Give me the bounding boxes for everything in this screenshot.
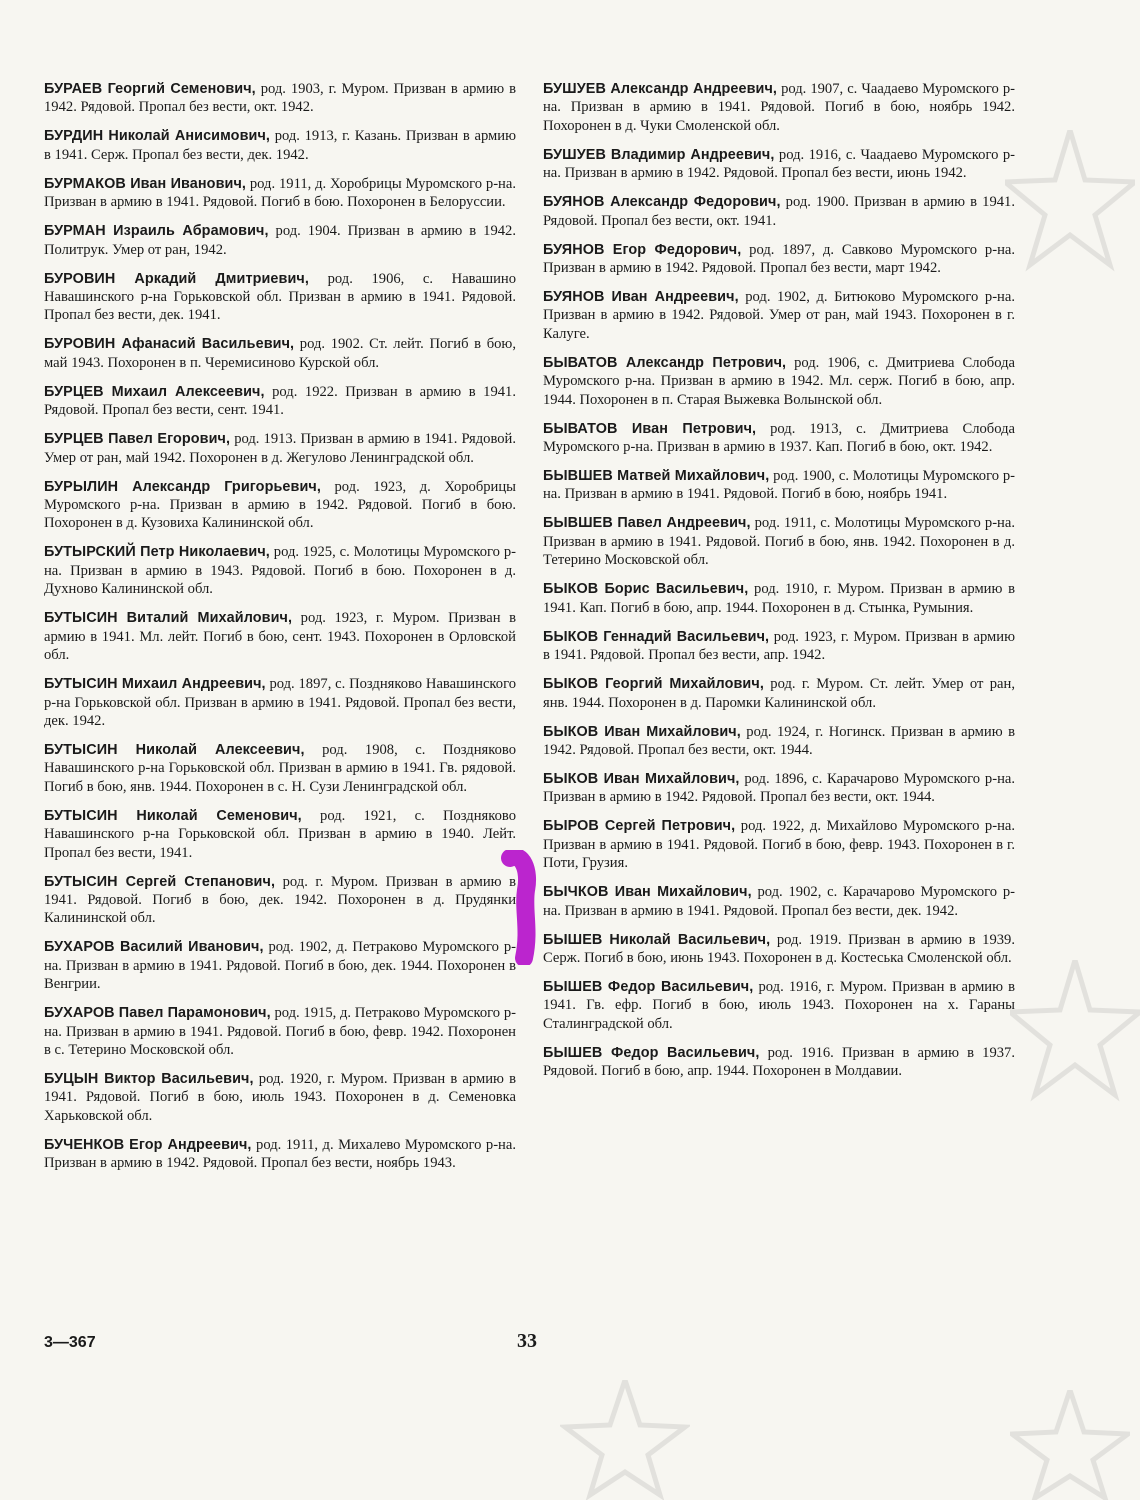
entry-name: БЫКОВ Иван Михайлович, — [543, 723, 741, 740]
entry-text: род. 1911, д. Хоробрицы Муромского р-на. Призван в армию в 1941. Рядовой. Погиб в бою. Похоронен в Белоруссии. — [44, 175, 516, 211]
entry — [44, 222, 516, 259]
entry-name: БУРЦЕВ Павел Егорович, — [44, 431, 231, 448]
entry-text: род. 1925, с. Молотицы Муромского р-на. Призван в армию в 1943. Рядовой. Погиб в бою. Похоронен в д. Духново Калининской обл. — [44, 544, 516, 598]
entry — [44, 478, 516, 533]
entry-name: БУРДИН Николай Анисимович, — [44, 128, 271, 145]
entry-name: БУРОВИН Афанасий Васильевич, — [44, 336, 295, 353]
entry — [543, 978, 1015, 1033]
watermark-star-icon — [1005, 130, 1135, 330]
entry — [44, 430, 516, 467]
entry-text: род. 1906, с. Навашино Навашинского р-на Горьковской обл. Призван в армию в 1941. Рядовой. Пропал без вести, дек. 1941. — [44, 270, 517, 324]
entry-name: БУЧЕНКОВ Егор Андреевич, — [44, 1136, 252, 1153]
entry-text: род. 1910, г. Муром. Призван в армию в 1941. Кап. Погиб в бою, апр. 1944. Похоронен в д. Стынка, Румыния. — [543, 581, 1016, 616]
entry — [543, 354, 1015, 409]
entry-name: БУТЫСИН Николай Семенович, — [44, 807, 302, 824]
entry-text: род. 1903, г. Муром. Призван в армию в 1942. Рядовой. Пропал без вести, окт. 1942. — [44, 81, 517, 116]
entry-text: род. 1913, с. Дмитриева Слобода Муромского р-на. Призван в армию в 1937. Кап. Погиб в бою, окт. 1942. — [543, 420, 1015, 456]
entry — [44, 543, 516, 598]
entry-name: БЫШЕВ Федор Васильевич, — [543, 978, 754, 995]
entry-name: БЫЧКОВ Иван Михайлович, — [543, 884, 752, 901]
entry — [44, 270, 516, 325]
entry-text: род. г. Муром. Призван в армию в 1941. Рядовой. Погиб в бою, дек. 1942. Похоронен в д. Прудянки Калининской обл. — [44, 873, 516, 927]
entry-text: род. 1902. Ст. лейт. Погиб в бою, май 1943. Похоронен в п. Черемисиново Курской обл. — [44, 336, 516, 371]
entry-name: БУТЫСИН Михаил Андреевич, — [44, 676, 266, 693]
entry-name: БУШУЕВ Владимир Андреевич, — [543, 146, 775, 163]
entry-text: род. 1911, с. Молотицы Муромского р-на. Призван в армию в 1941. Рядовой. Погиб в бою, янв. 1942. Похоронен в д. Тетерино Московской обл. — [543, 515, 1015, 569]
entry-text: род. 1916, с. Чаадаево Муромского р-на. Призван в армию в 1942. Рядовой. Пропал без вести, июнь 1942. — [543, 146, 1015, 182]
entry-text: род. 1922, д. Михайлово Муромского р-на. Призван в армию в 1941. Рядовой. Погиб в бою, февр. 1943. Похоронен в г. Поти, Грузия. — [543, 818, 1015, 872]
entry-name: БУТЫСИН Сергей Степанович, — [44, 873, 276, 890]
entry-text: род. 1916, г. Муром. Призван в армию в 1941. Гв. ефр. Погиб в бою, июль 1943. Похоронен на х. Гараны Сталинградской обл. — [543, 978, 1016, 1032]
entry-text: род. 1922. Призван в армию в 1941. Рядовой. Пропал без вести, сент. 1941. — [44, 383, 516, 419]
entry-text: род. 1923, д. Хоробрицы Муромского р-на. Призван в армию в 1942. Рядовой. Погиб в бою. Похоронен в д. Кузовиха Калининской обл. — [44, 478, 516, 532]
entry — [543, 193, 1015, 230]
entry-name: БЫКОВ Георгий Михайлович, — [543, 676, 764, 693]
entry-name: БУШУЕВ Александр Андреевич, — [543, 81, 778, 97]
entry-text: род. 1902, д. Петраково Муромского р-на. Призван в армию в 1941. Рядовой. Погиб в бою, дек. 1944. Похоронен в Венгрии. — [44, 939, 516, 993]
entry-text: род. 1923, г. Муром. Призван в армию в 1941. Рядовой. Пропал без вести, апр. 1942. — [543, 628, 1015, 664]
entry — [44, 807, 516, 862]
entry — [543, 723, 1015, 760]
entry-text: род. 1900. Призван в армию в 1941. Рядовой. Пропал без вести, окт. 1941. — [543, 194, 1016, 229]
entry-name: БУХАРОВ Василий Иванович, — [44, 939, 264, 956]
entry-name: БЫВШЕВ Павел Андреевич, — [543, 515, 751, 532]
entry-name: БУТЫРСКИЙ Петр Николаевич, — [44, 544, 270, 561]
entry — [44, 127, 516, 164]
entry-name: БЫВАТОВ Иван Петрович, — [543, 420, 757, 437]
entry-name: БУРОВИН Аркадий Дмитриевич, — [44, 270, 309, 287]
entry — [44, 1070, 516, 1125]
entry — [44, 1004, 516, 1059]
entry — [543, 580, 1015, 617]
entry-text: род. 1906, с. Дмитриева Слобода Муромского р-на. Призван в армию в 1942. Мл. серж. Погиб в бою, апр. 1944. Похоронен в п. Старая Выжевка Волынской обл. — [543, 354, 1015, 408]
entry-name: БЫКОВ Борис Васильевич, — [543, 581, 749, 598]
entry — [543, 241, 1015, 278]
entry-text: род. 1904. Призван в армию в 1942. Политрук. Умер от ран, 1942. — [44, 223, 516, 258]
entry-name: БУЯНОВ Иван Андреевич, — [543, 289, 739, 306]
entry-text: род. 1924, г. Ногинск. Призван в армию в 1942. Рядовой. Пропал без вести, окт. 1944. — [543, 723, 1015, 758]
entry-name: БЫРОВ Сергей Петрович, — [543, 818, 736, 835]
page-number: 33 — [517, 1330, 537, 1352]
entry — [543, 467, 1015, 504]
entry — [44, 383, 516, 420]
entry — [44, 80, 516, 117]
entry-text: род. 1897, д. Савково Муромского р-на. Призван в армию в 1942. Рядовой. Пропал без вести, март 1942. — [543, 241, 1016, 277]
entry-name: БУРЦЕВ Михаил Алексеевич, — [44, 383, 265, 400]
entry — [44, 873, 516, 928]
entry-text: род. 1907, с. Чаадаево Муромского р-на. Призван в армию в 1941. Рядовой. Погиб в бою, ноябрь 1942. Похоронен в д. Чуки Смоленской обл. — [543, 81, 1015, 134]
entry-text: род. 1911, д. Михалево Муромского р-на. Призван в армию в 1942. Рядовой. Пропал без вести, ноябрь 1943. — [44, 1136, 516, 1172]
entry-text: род. 1919. Призван в армию в 1939. Серж. Погиб в бою, июнь 1943. Похоронен в д. Костеська Смоленской обл. — [543, 931, 1015, 966]
entry — [543, 288, 1015, 343]
entry-name: БУЦЫН Виктор Васильевич, — [44, 1070, 254, 1087]
entry-name: БУРМАН Израиль Абрамович, — [44, 223, 269, 240]
entry-text: род. 1916. Призван в армию в 1937. Рядовой. Погиб в бою, апр. 1944. Похоронен в Молдавии. — [543, 1044, 1016, 1080]
entry — [543, 514, 1015, 569]
entry-text: род. 1915, д. Петраково Муромского р-на. Призван в армию в 1941. Рядовой. Погиб в бою, февр. 1942. Похоронен в с. Тетерино Московской обл. — [44, 1005, 516, 1058]
entry-name: БУЯНОВ Егор Федорович, — [543, 241, 742, 258]
watermark-star-icon — [560, 1380, 690, 1500]
entry-name: БУТЫСИН Виталий Михайлович, — [44, 610, 293, 627]
entry-name: БЫШЕВ Федор Васильевич, — [543, 1044, 760, 1061]
entry — [44, 741, 516, 796]
watermark-star-icon — [1010, 1390, 1130, 1500]
entry-name: БУЯНОВ Александр Федорович, — [543, 194, 781, 211]
entry-name: БЫШЕВ Николай Васильевич, — [543, 931, 771, 948]
entry-text: род. 1913. Призван в армию в 1941. Рядовой. Умер от ран, май 1942. Похоронен в д. Жегулово Ленинградской обл. — [44, 431, 517, 466]
entry-text: род. 1902, д. Битюково Муромского р-на. Призван в армию в 1942. Рядовой. Умер от ран, май 1943. Похоронен в г. Калуге. — [543, 289, 1015, 342]
entry-text: род. 1920, г. Муром. Призван в армию в 1941. Рядовой. Погиб в бою, июль 1943. Похоронен в д. Семеновка Харьковской обл. — [44, 1070, 517, 1124]
entry — [543, 883, 1015, 920]
entry — [543, 1044, 1015, 1081]
entry-text: род. 1923, г. Муром. Призван в армию в 1941. Мл. лейт. Погиб в бою, сент. 1943. Похоронен в Орловской обл. — [44, 610, 516, 664]
entry-name: БЫВШЕВ Матвей Михайлович, — [543, 468, 770, 485]
entry-name: БЫКОВ Иван Михайлович, — [543, 770, 740, 787]
entry-text: род. 1908, с. Поздняково Навашинского р-на Горьковской обл. Призван в армию в 1941. Гв. рядовой. Погиб в бою, янв. 1944. Похоронен в с. Н. Сузи Ленинградской обл. — [44, 741, 516, 795]
entry — [543, 770, 1015, 807]
entry-text: род. 1900, с. Молотицы Муромского р-на. Призван в армию в 1941. Рядовой. Погиб в бою, ноябрь 1941. — [543, 468, 1015, 503]
entry — [543, 420, 1015, 457]
right-column — [543, 80, 1015, 1091]
entry-name: БУХАРОВ Павел Парамонович, — [44, 1005, 271, 1022]
entry-name: БУРЫЛИН Александр Григорьевич, — [44, 478, 321, 495]
entry — [44, 175, 516, 212]
entry — [44, 938, 516, 993]
entry-text: род. г. Муром. Ст. лейт. Умер от ран, янв. 1944. Похоронен в д. Паромки Калининской обл. — [543, 676, 1015, 711]
entry — [44, 1136, 516, 1173]
entry-text: род. 1913, г. Казань. Призван в армию в 1941. Серж. Пропал без вести, дек. 1942. — [44, 128, 516, 163]
entry — [44, 609, 516, 664]
entry-text: род. 1902, с. Карачарово Муромского р-на. Призван в армию в 1941. Рядовой. Пропал без вести, дек. 1942. — [543, 884, 1015, 919]
entry — [543, 675, 1015, 712]
entry-name: БУРМАКОВ Иван Иванович, — [44, 175, 247, 192]
entry — [543, 80, 1015, 135]
entry-name: БЫКОВ Геннадий Васильевич, — [543, 628, 770, 645]
entry-name: БЫВАТОВ Александр Петрович, — [543, 354, 787, 371]
left-column — [44, 80, 516, 1183]
entry-name: БУТЫСИН Николай Алексеевич, — [44, 741, 305, 758]
watermark-star-icon — [1010, 960, 1140, 1160]
entry — [44, 675, 516, 730]
footer-code: 3—367 — [44, 1334, 96, 1351]
entry-text: род. 1921, с. Поздняково Навашинского р-на Горьковской обл. Призван в армию в 1940. Лейт. Пропал без вести, 1941. — [44, 807, 516, 861]
entry — [543, 628, 1015, 665]
entry — [543, 931, 1015, 968]
entry-name: БУРАЕВ Георгий Семенович, — [44, 81, 256, 97]
entry — [543, 146, 1015, 183]
entry — [44, 335, 516, 372]
entry-text: род. 1897, с. Поздняково Навашинского р-на Горьковской обл. Призван в армию в 1941. Рядовой. Пропал без вести, дек. 1942. — [44, 676, 516, 729]
entry — [543, 817, 1015, 872]
entry-text: род. 1896, с. Карачарово Муромского р-на. Призван в армию в 1942. Рядовой. Пропал без вести, окт. 1944. — [543, 770, 1015, 806]
